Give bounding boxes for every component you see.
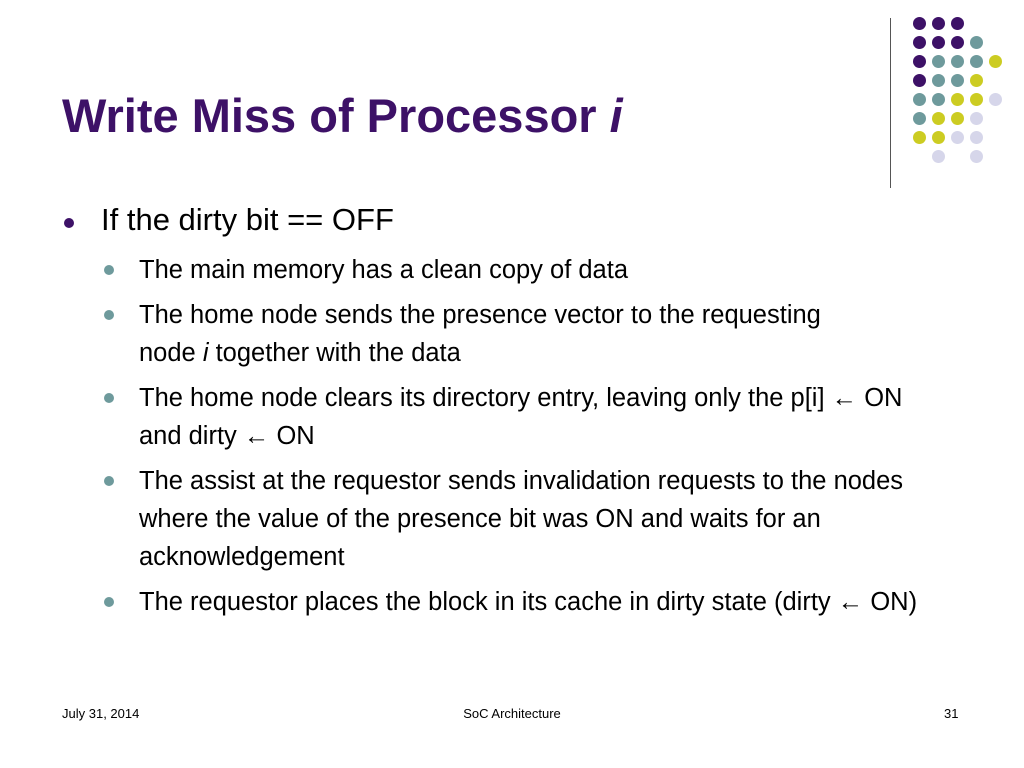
decor-dot (951, 74, 964, 87)
decor-dot (970, 112, 983, 125)
decor-dot (970, 131, 983, 144)
decor-dot (970, 55, 983, 68)
decor-dot (951, 36, 964, 49)
decor-dot (913, 36, 926, 49)
decor-dot (951, 55, 964, 68)
decor-dot (989, 93, 1002, 106)
slide-title (62, 88, 623, 143)
bullet-text: The requestor places the block in its cache in dirty state (dirty ← ON) (139, 588, 918, 616)
slide-title-italic: i (609, 89, 623, 142)
decor-dot (951, 93, 964, 106)
bullet-dot (104, 265, 114, 275)
decor-dot (913, 112, 926, 125)
bullet-item-3 (139, 379, 949, 455)
footer-page-number: 31 (944, 706, 959, 721)
decor-dot (970, 93, 983, 106)
decor-dot (951, 17, 964, 30)
decor-dot (932, 36, 945, 49)
decor-dot (913, 74, 926, 87)
bullet-dot (104, 476, 114, 486)
bullet-text: The assist at the requestor sends invalidation requests to the nodes where the value of the presence bit was ON and waits for an acknowledgement (139, 467, 904, 571)
decor-dot (932, 131, 945, 144)
bullet-dot (104, 310, 114, 320)
decor-dot (913, 93, 926, 106)
decor-dot (970, 36, 983, 49)
bullet-text: The home node sends the presence vector to the requesting node (139, 301, 821, 367)
footer-date: July 31, 2014 (62, 706, 140, 721)
bullet-item-1 (139, 251, 969, 289)
footer-center: SoC Architecture (463, 706, 561, 721)
decor-dot (970, 74, 983, 87)
decor-dot (913, 55, 926, 68)
bullet-text: together with the data (208, 339, 461, 367)
bullet-item-2 (139, 296, 859, 372)
bullet-text-italic: i (202, 339, 209, 367)
bullet-level1: If the dirty bit == OFF (101, 202, 394, 237)
decor-dot (932, 150, 945, 163)
bullet-item-4 (139, 462, 969, 576)
slide-title-main: Write Miss of Processor (62, 89, 610, 142)
decor-dot (913, 17, 926, 30)
bullet-dot (64, 218, 74, 228)
decor-dot (951, 131, 964, 144)
bullet-text: The main memory has a clean copy of data (139, 256, 628, 284)
decor-dot (932, 55, 945, 68)
decor-dot (932, 112, 945, 125)
bullet-dot (104, 597, 114, 607)
decor-dot (989, 55, 1002, 68)
decor-dot (932, 17, 945, 30)
bullet-item-5 (139, 583, 939, 621)
decor-dot (913, 131, 926, 144)
decor-dot (932, 74, 945, 87)
decor-dot (932, 93, 945, 106)
decor-dot (970, 150, 983, 163)
bullet-dot (104, 393, 114, 403)
bullet-text: The home node clears its directory entry, leaving only the p[i] ← ON and dirty ← ON (139, 384, 903, 450)
decorative-divider-line (890, 18, 891, 188)
decor-dot (951, 112, 964, 125)
